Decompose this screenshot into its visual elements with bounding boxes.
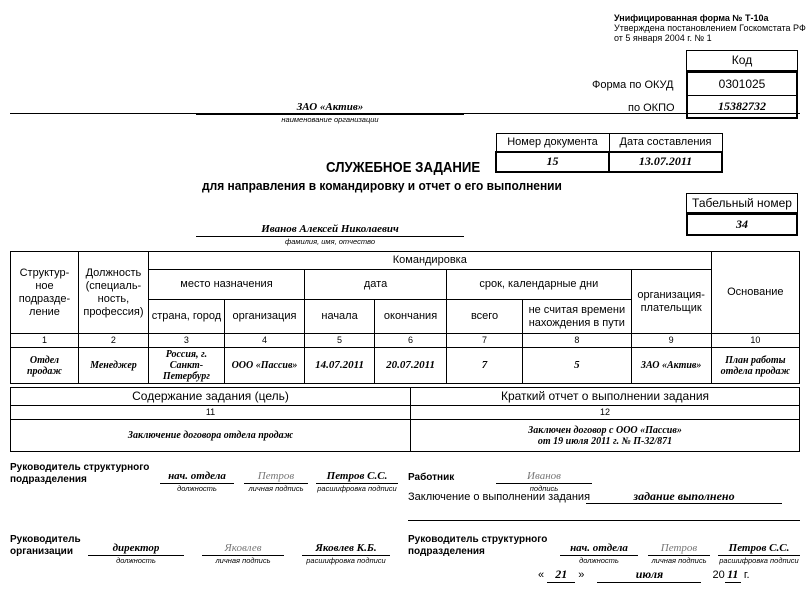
head-org-position: директор [88, 542, 184, 556]
cell-end: 20.07.2011 [375, 348, 447, 384]
separator-line [10, 113, 800, 114]
th-trip: Командировка [148, 252, 711, 270]
cell-start: 14.07.2011 [305, 348, 375, 384]
tabel-value: 34 [686, 213, 798, 236]
date-year: 11 [725, 567, 741, 583]
date-open-quote: « [538, 569, 545, 581]
th-org: организация [224, 300, 304, 334]
col-num: 7 [447, 334, 523, 348]
conclusion-label: Заключение о выполнении задания [408, 491, 591, 503]
col-num: 11 [11, 406, 411, 420]
approved-line-2: от 5 января 2004 г. № 1 [614, 33, 712, 43]
th-not-travel: не считая времени нахождения в пути [523, 300, 632, 334]
tabel-box [686, 193, 798, 236]
doc-num-value: 15 [496, 152, 609, 172]
th-start: начала [305, 300, 375, 334]
col-num: 3 [148, 334, 224, 348]
title-line-1: СЛУЖЕБНОЕ ЗАДАНИЕ [326, 159, 481, 176]
head-dept-position: нач. отдела [160, 470, 234, 484]
caption-sign: личная подпись [215, 556, 271, 565]
caption-name: расшифровка подписи [719, 556, 799, 565]
cell-payer: ЗАО «Актив» [631, 348, 711, 384]
okpo-label: по ОКПО [628, 102, 675, 114]
th-content: Содержание задания (цель) [11, 388, 411, 406]
th-end: окончания [375, 300, 447, 334]
col-num: 8 [523, 334, 632, 348]
col-num: 4 [224, 334, 304, 348]
cell-position: Менеджер [78, 348, 148, 384]
head-dept-name: Петров С.С. [316, 470, 398, 484]
task-report-line-1: Заключен договор с ООО «Пассив» [528, 424, 682, 436]
cell-country: Россия, г. Санкт-Петербург [148, 348, 224, 384]
cell-org: ООО «Пассив» [224, 348, 304, 384]
col-num: 12 [411, 406, 800, 420]
conclusion-value: задание выполнено [586, 489, 782, 504]
date-line [538, 567, 750, 583]
worker-signature: Иванов [496, 470, 592, 484]
doc-num-label: Номер документа [496, 134, 609, 152]
caption-sign: личная подпись [248, 484, 304, 493]
employee-caption: фамилия, имя, отчество [284, 237, 376, 246]
th-position: Должность (специаль-ность, профессия) [78, 252, 148, 334]
date-year-suffix: г. [743, 569, 750, 581]
caption-position: должность [579, 556, 619, 565]
okpo-value: 15382732 [718, 99, 766, 113]
col-num: 6 [375, 334, 447, 348]
caption-name: расшифровка подписи [317, 484, 397, 493]
date-month: июля [597, 567, 701, 583]
blank-line [408, 520, 800, 521]
cell-basis: План работы отдела продаж [711, 348, 799, 384]
head-dept2-signature: Петров [648, 542, 710, 556]
date-close-quote: » [578, 569, 585, 581]
codes-box [686, 50, 798, 119]
th-report: Краткий отчет о выполнении задания [411, 388, 800, 406]
doc-date-label: Дата составления [609, 134, 722, 152]
head-dept-label: Руководитель структурного подразделения [10, 462, 150, 485]
cell-dept: Отдел продаж [11, 348, 79, 384]
cell-not-travel: 5 [523, 348, 632, 384]
okud-value: 0301025 [688, 73, 796, 96]
head-org-name: Яковлев К.Б. [302, 542, 390, 556]
employee-name: Иванов Алексей Николаевич [196, 223, 464, 237]
th-payer: организация-плательщик [631, 270, 711, 334]
caption-sign-short: подпись [529, 484, 559, 493]
task-content: Заключение договора отдела продаж [11, 420, 411, 452]
col-num: 1 [11, 334, 79, 348]
approved-line-1: Утверждена постановлением Госкомстата РФ [614, 23, 806, 33]
tabel-label: Табельный номер [686, 193, 798, 213]
cell-total: 7 [447, 348, 523, 384]
form-title: Унифицированная форма № Т-10а [614, 13, 769, 23]
th-basis: Основание [711, 252, 799, 334]
head-org-label: Руководитель организации [10, 534, 81, 557]
trip-table [10, 251, 800, 384]
doc-date-value: 13.07.2011 [609, 152, 722, 172]
col-num: 2 [78, 334, 148, 348]
head-dept2-name: Петров С.С. [718, 542, 800, 556]
caption-name: расшифровка подписи [306, 556, 386, 565]
date-year-prefix: 20 [712, 569, 725, 581]
th-destination: место назначения [148, 270, 304, 300]
task-table [10, 387, 800, 452]
org-caption: наименование организации [281, 115, 379, 124]
okud-label: Форма по ОКУД [592, 79, 674, 91]
task-report [411, 420, 800, 452]
th-date: дата [305, 270, 447, 300]
th-dept: Структур-ное подразде-ление [11, 252, 79, 334]
kod-label: Код [686, 50, 798, 71]
head-dept2-position: нач. отдела [560, 542, 638, 556]
caption-sign: личная подпись [651, 556, 707, 565]
head-dept2-label: Руководитель структурного подразделения [408, 534, 548, 557]
date-day: 21 [547, 567, 575, 583]
worker-label: Работник [408, 472, 455, 483]
col-num: 10 [711, 334, 799, 348]
th-total: всего [447, 300, 523, 334]
head-org-signature: Яковлев [202, 542, 284, 556]
caption-position: должность [116, 556, 156, 565]
th-country: страна, город [148, 300, 224, 334]
org-name: ЗАО «Актив» [196, 101, 464, 115]
title-line-2: для направления в командировку и отчет о его выполнении [202, 178, 562, 193]
col-num: 9 [631, 334, 711, 348]
task-report-line-2: от 19 июля 2011 г. № П-32/871 [537, 435, 673, 447]
head-dept-signature: Петров [244, 470, 308, 484]
caption-position: должность [177, 484, 217, 493]
th-term: срок, календарные дни [447, 270, 632, 300]
doc-box [495, 133, 723, 173]
col-num: 5 [305, 334, 375, 348]
